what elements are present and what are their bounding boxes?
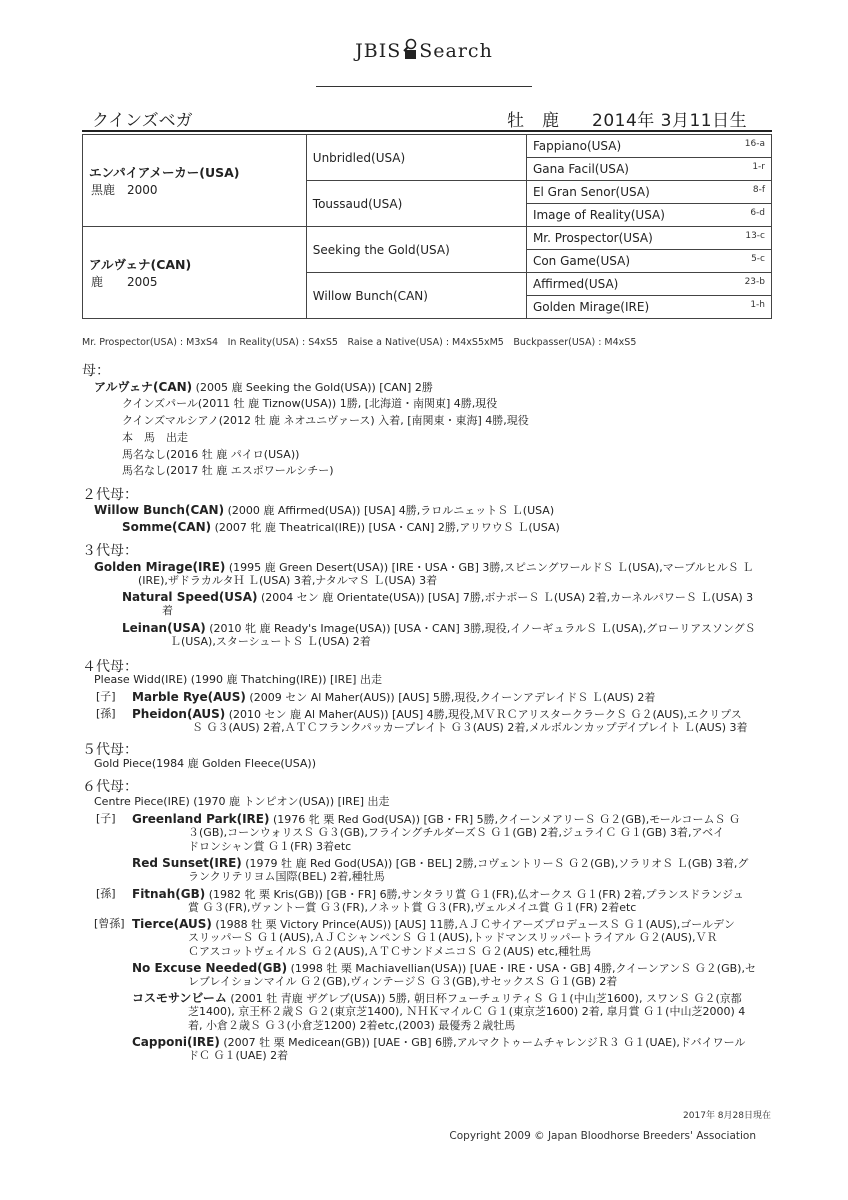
g6-entry: Greenland Park(IRE) (1976 牝 栗 Red God(USA)) [GB・FR] 5勝,クイーンメアリーＳ Ｇ２(GB),モールコームＳ Ｇ	[132, 812, 741, 826]
g6-entry: Fitnah(GB) (1982 牝 栗 Kris(GB)) [GB・FR] 6勝,サンタラリ賞 Ｇ１(FR),仏オークス Ｇ１(FR) 2着,プランスドランジュ	[132, 887, 744, 901]
g3-entry-cont: (IRE),ザドラカルタＨ Ｌ(USA) 3着,ナタルマＳ Ｌ(USA) 3着	[138, 574, 438, 587]
g4-child-tag: [子]	[96, 690, 116, 703]
g6-section-title: ６代母：	[82, 779, 138, 795]
g6-entry-cont: ドロンシャン賞 Ｇ１(FR) 3着etc	[188, 840, 352, 853]
g4-entry: Pheidon(AUS) (2010 セン 鹿 Al Maher(AUS)) [AUS] 4勝,現役,ＭＶＲＣアリスタークラークＳ Ｇ２(AUS),エクリプス	[132, 707, 742, 721]
g6-entry-cont: 賞 Ｇ３(FR),ヴァントー賞 Ｇ３(FR),ノネット賞 Ｇ３(FR),ヴェルメイユ賞 Ｇ１(FR) 2着etc	[188, 901, 637, 914]
magnifier-horse-icon	[402, 38, 418, 60]
g6-entry-cont: ＣアスコットヴェイルＳ Ｇ２(AUS),ＡＴＣサンドメニコＳ Ｇ２(AUS) etc,種牡馬	[188, 945, 592, 958]
horse-birth-date: 2014年 3月11日生	[592, 111, 748, 131]
ancestor-cell: Affirmed(USA) 23-b	[526, 273, 771, 296]
g6-entry: Centre Piece(IRE) (1970 鹿 トンピオン(USA)) [IRE] 出走	[94, 795, 390, 808]
logo-underline	[316, 86, 532, 87]
g3-section-title: ３代母：	[82, 543, 138, 559]
ancestor-cell: Golden Mirage(IRE) 1-h	[526, 296, 771, 319]
g6-entry-cont: レブレイションマイル Ｇ２(GB),ヴィンテージＳ Ｇ３(GB),サセックスＳ Ｇ１(GB) 2着	[188, 975, 618, 988]
g6-greatgrandchild-tag: [曾孫]	[94, 917, 125, 930]
ancestor-cell: Gana Facil(USA) 1-r	[526, 158, 771, 181]
as-of-date: 2017年 8月28日現在	[683, 1111, 771, 1121]
horse-sex: 牡	[507, 111, 524, 131]
sire-dam-cell: Toussaud(USA)	[306, 181, 526, 227]
dam-name: アルヴェナ(CAN)	[89, 257, 192, 272]
g6-entry-cont: スリッパーＳ Ｇ１(AUS),ＡＪＣシャンペンＳ Ｇ１(AUS),トッドマンスリッパートライアル Ｇ２(AUS),ＶＲ	[188, 931, 718, 944]
copyright-notice: Copyright 2009 © Japan Bloodhorse Breeders' Association	[449, 1130, 756, 1142]
g3-entry-cont: Ｌ(USA),スターシュートＳ Ｌ(USA) 2着	[170, 635, 371, 648]
g4-entry-cont: Ｓ Ｇ３(AUS) 2着,ＡＴＣフランクパッカープレイト Ｇ３(AUS) 2着,メルボルンカップデイプレイト Ｌ(AUS) 3着	[192, 721, 748, 734]
g4-entry: Marble Rye(AUS) (2009 セン Al Maher(AUS)) [AUS] 5勝,現役,クイーンアデレイドＳ Ｌ(AUS) 2着	[132, 690, 656, 704]
inbreeding-line: Mr. Prospector(USA) : M3xS4 In Reality(USA) : S4xS5 Raise a Native(USA) : M4xS5xM5 Buckpasser(USA) : M4xS5	[82, 337, 637, 348]
title-divider	[82, 130, 772, 132]
g3-entry: Leinan(USA) (2010 牝 鹿 Ready's Image(USA)) [USA・CAN] 3勝,現役,イノーギュラルＳ Ｌ(USA),グローリアスソングＳ	[122, 621, 756, 635]
g6-entry-cont: ドＣ Ｇ１(UAE) 2着	[188, 1049, 289, 1062]
ancestor-cell: El Gran Senor(USA) 8-f	[526, 181, 771, 204]
offspring-entry: クインズマルシアノ(2012 牡 鹿 ネオユニヴァース) 入着, [南関東・東海] 4勝,現役	[122, 414, 529, 427]
g3-entry: Golden Mirage(IRE) (1995 鹿 Green Desert(USA)) [IRE・USA・GB] 3勝,スピニングワールドＳ Ｌ(USA),マーブルヒルＳ Ｌ	[94, 560, 754, 574]
g6-child-tag: [子]	[96, 812, 116, 825]
g6-entry-cont: ランクリテリヨム国際(BEL) 2着,種牡馬	[188, 870, 385, 883]
horse-title-row	[82, 104, 772, 130]
sire-cell	[83, 135, 307, 227]
offspring-entry: 本 馬 出走	[122, 431, 188, 444]
sire-name: エンパイアメーカー(USA)	[89, 165, 240, 180]
ancestor-cell: Mr. Prospector(USA) 13-c	[526, 227, 771, 250]
g2-section-title: ２代母：	[82, 487, 138, 503]
jbis-logo	[0, 38, 848, 62]
g2-entry: Willow Bunch(CAN) (2000 鹿 Affirmed(USA)) [USA] 4勝,ラロルニェットＳ Ｌ(USA)	[94, 503, 555, 517]
g3-entry: Natural Speed(USA) (2004 セン 鹿 Orientate(USA)) [USA] 7勝,ボナポーＳ Ｌ(USA) 2着,カーネルパワーＳ Ｌ(USA) 3	[122, 590, 754, 604]
horse-name: クインズベガ	[92, 111, 193, 131]
sire-sire-cell: Unbridled(USA)	[306, 135, 526, 181]
dam-info: 鹿 2005	[91, 275, 158, 289]
sire-info: 黒鹿 2000	[91, 183, 158, 197]
g5-section-title: ５代母：	[82, 742, 138, 758]
g6-entry: Tierce(AUS) (1988 牡 栗 Victory Prince(AUS)) [AUS] 11勝,ＡＪＣサイアーズプロデュースＳ Ｇ１(AUS),ゴールデン	[132, 917, 735, 931]
g6-entry: Red Sunset(IRE) (1979 牡 鹿 Red God(USA)) [GB・BEL] 2勝,コヴェントリーＳ Ｇ２(GB),ソラリオＳ Ｌ(GB) 3着,グ	[132, 856, 749, 870]
g6-entry-cont: ３(GB),コーンウォリスＳ Ｇ３(GB),フライングチルダーズＳ Ｇ１(GB) 2着,ジュライＣ Ｇ１(GB) 3着,アベイ	[188, 826, 725, 839]
g6-entry: コスモサンビーム (2001 牡 青鹿 ザグレブ(USA)) 5勝, 朝日杯フューチュリティＳ Ｇ１(中山芝1600), スワンＳ Ｇ２(京都	[132, 991, 742, 1005]
g3-entry-cont: 着	[162, 604, 173, 617]
dam-cell	[83, 227, 307, 319]
logo-text-right: Search	[419, 40, 493, 62]
offspring-entry: クインズパール(2011 牡 鹿 Tiznow(USA)) 1勝, [北海道・南関東] 4勝,現役	[122, 397, 498, 410]
g6-entry: No Excuse Needed(GB) (1998 牡 栗 Machiavellian(USA)) [UAE・IRE・USA・GB] 4勝,クイーンアンＳ Ｇ２(GB),セ	[132, 961, 756, 975]
logo-text-left: JBIS	[355, 40, 402, 62]
g4-section-title: ４代母：	[82, 659, 138, 675]
g5-entry: Gold Piece(1984 鹿 Golden Fleece(USA))	[94, 757, 316, 770]
horse-color: 鹿	[542, 111, 559, 131]
g6-entry: Capponi(IRE) (2007 牡 栗 Medicean(GB)) [UAE・GB] 6勝,アルマクトゥームチャレンジＲ３ Ｇ１(UAE),ドバイワール	[132, 1035, 746, 1049]
dam-dam-cell: Willow Bunch(CAN)	[306, 273, 526, 319]
offspring-entry: 馬名なし(2016 牡 鹿 パイロ(USA))	[122, 448, 300, 461]
ancestor-cell: Fappiano(USA) 16-a	[526, 135, 771, 158]
ancestor-cell: Image of Reality(USA) 6-d	[526, 204, 771, 227]
g6-entry-cont: 芝1400), 京王杯２歳Ｓ Ｇ２(東京芝1400), ＮＨＫマイルＣ Ｇ１(東京芝1600) 2着, 皐月賞 Ｇ１(中山芝2000) 4	[188, 1005, 746, 1018]
g6-grandchild-tag: [孫]	[96, 887, 116, 900]
offspring-entry: 馬名なし(2017 牡 鹿 エスポワールシチー)	[122, 464, 334, 477]
g2-entry: Somme(CAN) (2007 牝 鹿 Theatrical(IRE)) [USA・CAN] 2勝,アリワウＳ Ｌ(USA)	[122, 520, 560, 534]
ancestor-cell: Con Game(USA) 5-c	[526, 250, 771, 273]
dam-entry: アルヴェナ(CAN) (2005 鹿 Seeking the Gold(USA)) [CAN] 2勝	[94, 380, 433, 394]
dam-sire-cell: Seeking the Gold(USA)	[306, 227, 526, 273]
pedigree-table	[82, 134, 772, 319]
g4-grandchild-tag: [孫]	[96, 707, 116, 720]
g6-entry-cont: 着, 小倉２歳Ｓ Ｇ３(小倉芝1200) 2着etc,(2003) 最優秀２歳牡馬	[188, 1019, 516, 1032]
dam-section-title: 母：	[82, 363, 110, 379]
g4-entry: Please Widd(IRE) (1990 鹿 Thatching(IRE)) [IRE] 出走	[94, 673, 382, 686]
